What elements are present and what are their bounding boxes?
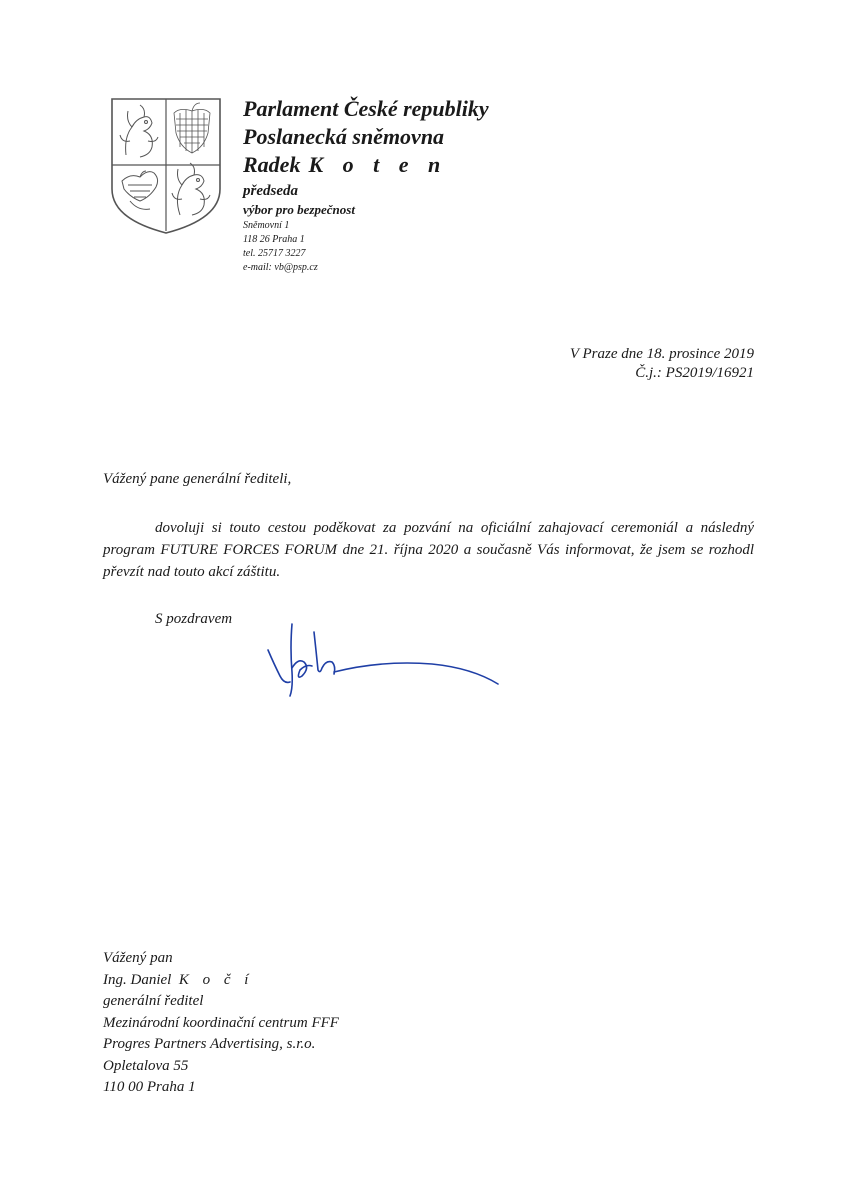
recipient-street: Opletalova 55: [103, 1057, 189, 1074]
salutation: Vážený pane generální řediteli,: [103, 471, 292, 487]
recipient-title: Vážený pan: [103, 950, 173, 966]
sender-last-name: K o t e n: [308, 152, 448, 177]
address-line: 118 26 Praha 1: [243, 234, 305, 245]
letterhead: [243, 95, 489, 275]
phone-line: tel. 25717 3227: [243, 248, 306, 259]
date-reference-block: [570, 345, 754, 383]
sender-name: [243, 151, 489, 179]
recipient-name-prefix: Ing. Daniel: [103, 971, 172, 988]
coat-of-arms-icon: [110, 97, 222, 235]
sender-role: předseda: [243, 183, 298, 199]
institution-name: Parlament České republiky: [243, 96, 489, 121]
address-line: Sněmovní 1: [243, 220, 290, 231]
letter-body: dovoluji si touto cestou poděkovat za pozvání na oficiální zahajovací ceremoniál a následný program FUTURE FORCES FORUM dne 21. října 2020 a současně Vás informovat, že jsem se rozhodl převzít nad touto akcí záštitu.: [103, 520, 754, 580]
reference-number: Č.j.: PS2019/16921: [635, 365, 754, 381]
signature: [262, 618, 507, 700]
committee-name: výbor pro bezpečnost: [243, 202, 355, 217]
recipient-city: 110 00 Praha 1: [103, 1079, 196, 1095]
recipient-name: [103, 970, 339, 992]
closing: S pozdravem: [155, 611, 233, 627]
recipient-address: [103, 948, 339, 1099]
recipient-surname: K o č í: [178, 971, 254, 988]
email-line: e-mail: vb@psp.cz: [243, 262, 318, 273]
place-date: V Praze dne 18. prosince 2019: [569, 346, 754, 362]
recipient-company: Progres Partners Advertising, s.r.o.: [103, 1036, 316, 1052]
recipient-organization: Mezinárodní koordinační centrum FFF: [103, 1014, 339, 1031]
sender-first-name: Radek: [243, 152, 301, 177]
chamber-name: Poslanecká sněmovna: [243, 124, 445, 149]
recipient-position: generální ředitel: [103, 993, 204, 1009]
